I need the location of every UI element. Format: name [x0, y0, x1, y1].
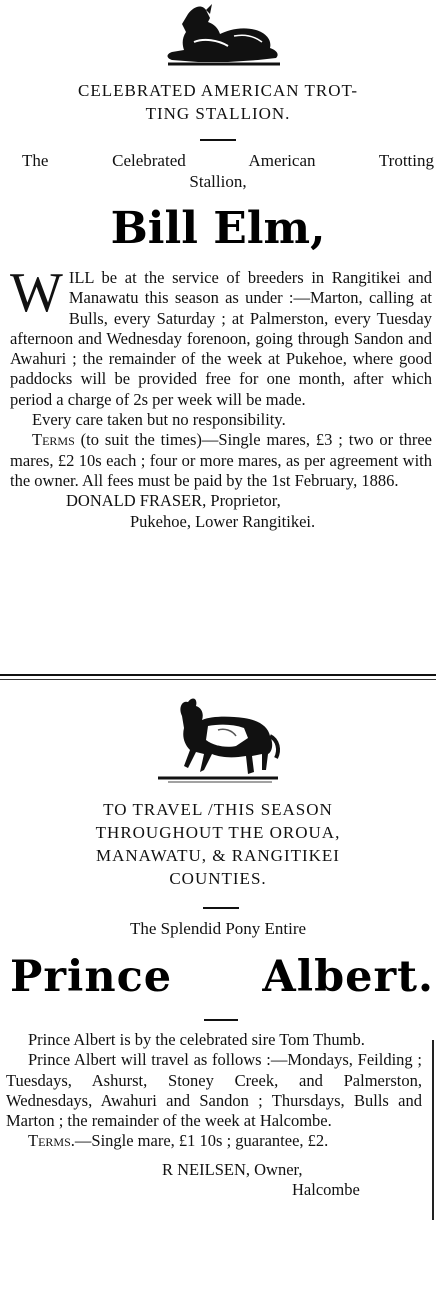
ad1-paragraph-care: Every care taken but no responsibility.: [32, 410, 286, 430]
column-edge-rule: [432, 1040, 434, 1220]
ad2-pony-name: Prince Albert.: [10, 952, 434, 1002]
ad1-heading-line2: TING STALLION.: [145, 104, 291, 123]
pony-engraving: [148, 694, 286, 786]
ad1-signature-line1: DONALD FRASER, Proprietor,: [66, 491, 281, 511]
ad1-terms-label: Terms: [32, 430, 75, 450]
ad-separator-rule-thin: [0, 679, 436, 680]
ad1-service-text: ILL be at the service of breeders in Rangitikei and Manawatu this season as under :—Marton, calling at Bulls, every Saturday ; at Palmerston, every Tuesday afternoon and Wednesday forenoon, going through Sandon and Awahuri ; the remainder of the week at Pukehoe, where good paddocks will be provided free for one month, after which period a charge of 2s per week will be made.: [10, 268, 432, 409]
ad1-signature-line2: Pukehoe, Lower Rangitikei.: [130, 511, 316, 531]
ad2-terms-text: .—Single mare, £1 10s ; guarantee, £2.: [70, 1131, 329, 1151]
ad2-heading-line3: MANAWATU, & RANGITIKEI: [96, 846, 340, 865]
ad1-intro-line2: Stallion,: [189, 172, 247, 191]
ad1-dropcap: W: [10, 262, 63, 324]
ad2-name-rule: [204, 1019, 238, 1021]
ad2-paragraph-route: Prince Albert will travel as follows :—Mondays, Feilding ; Tuesdays, Ashurst, Stoney Creek, and Palmerston, Wednesdays, Awahuri and Sandon ; Thursdays, Bulls and Marton ; the remainder of the week at Halcombe.: [6, 1050, 422, 1131]
ad2-signature-line2: Halcombe: [292, 1180, 360, 1200]
ad1-paragraph-terms: [10, 430, 432, 491]
ad1-body: [10, 262, 432, 532]
ad1-intro-line1: The Celebrated American Trotting: [22, 151, 434, 170]
lying-horse-engraving: [158, 2, 286, 68]
ad2-intro: The Splendid Pony Entire: [129, 919, 307, 938]
ad2-body: [6, 1030, 422, 1200]
ad2-heading-line4: COUNTIES.: [169, 869, 267, 888]
ad1-terms-text: (to suit the times)—Single mares, £3 ; two or three mares, £2 10s each ; four or more mares, as per agreement with the owner. All fees must be paid by the 1st February, 1886.: [10, 430, 432, 490]
ad2-heading-line1: TO TRAVEL /THIS SEASON: [103, 800, 333, 819]
ad2-signature-line1: R NEILSEN, Owner,: [162, 1159, 303, 1179]
ad2-dash-divider: [203, 907, 239, 909]
ad2-paragraph-terms: [6, 1131, 422, 1151]
ad1-stallion-name: Bill Elm,: [110, 203, 326, 254]
ad2-terms-label: Terms: [28, 1131, 71, 1151]
ad2-paragraph-sire: Prince Albert is by the celebrated sire Tom Thumb.: [28, 1030, 365, 1049]
ad1-dash-divider: [200, 139, 236, 141]
ad2-heading-line2: THROUGHOUT THE OROUA,: [95, 823, 341, 842]
ad1-heading-line1: CELEBRATED AMERICAN TROT-: [77, 81, 359, 100]
ad1-paragraph-service: [10, 262, 432, 410]
ad-separator-rule: [0, 674, 436, 676]
